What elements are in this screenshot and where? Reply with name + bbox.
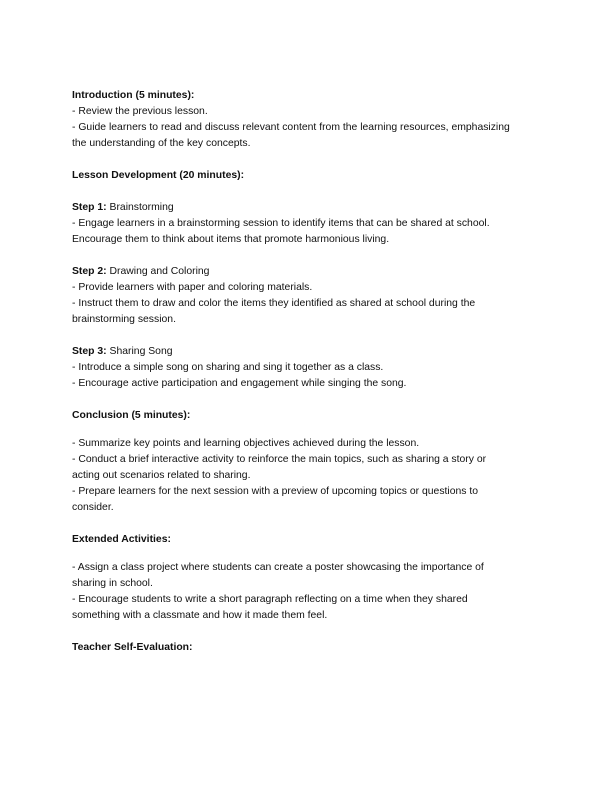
step-1-label: Step 1: [72,202,107,213]
step-3-title: Sharing Song [106,346,173,357]
introduction-line-1: - Review the previous lesson. [72,106,208,117]
introduction-line-2: - Guide learners to read and discuss relevant content from the learning resources, emphasizing [72,122,510,133]
conclusion-line-1: - Summarize key points and learning objectives achieved during the lesson. [72,438,420,449]
conclusion-section [72,408,542,516]
step-2-section [72,264,542,328]
conclusion-line-5: consider. [72,502,114,513]
step-2-label: Step 2: [72,266,107,277]
conclusion-line-3: acting out scenarios related to sharing. [72,470,251,481]
step-1-line-1: - Engage learners in a brainstorming session to identify items that can be shared at school. [72,218,490,229]
step-3-label: Step 3: [72,346,107,357]
step-2-line-3: brainstorming session. [72,314,176,325]
introduction-line-3: the understanding of the key concepts. [72,138,251,149]
step-1-line-2: Encourage them to think about items that promote harmonious living. [72,234,390,245]
step-1-title-line [72,200,542,216]
self-evaluation-heading: Teacher Self-Evaluation: [72,642,193,653]
lesson-development-heading: Lesson Development (20 minutes): [72,170,245,181]
document-page [72,88,542,656]
step-2-line-1: - Provide learners with paper and coloring materials. [72,282,313,293]
step-3-section [72,344,542,392]
step-2-title-line [72,264,542,280]
conclusion-line-2: - Conduct a brief interactive activity to reinforce the main topics, such as sharing a story or [72,454,487,465]
step-2-title: Drawing and Coloring [106,266,210,277]
lesson-development-section [72,168,542,184]
extended-activities-section [72,532,542,624]
step-2-line-2: - Instruct them to draw and color the items they identified as shared at school during the [72,298,476,309]
extended-activities-line-2: sharing in school. [72,578,153,589]
step-3-line-1: - Introduce a simple song on sharing and sing it together as a class. [72,362,384,373]
introduction-heading: Introduction (5 minutes): [72,90,195,101]
step-1-title: Brainstorming [106,202,174,213]
extended-activities-heading: Extended Activities: [72,534,171,545]
conclusion-heading: Conclusion (5 minutes): [72,410,191,421]
introduction-section [72,88,542,152]
self-evaluation-section [72,640,542,656]
step-3-title-line [72,344,542,360]
extended-activities-line-3: - Encourage students to write a short paragraph reflecting on a time when they shared [72,594,468,605]
extended-activities-line-1: - Assign a class project where students can create a poster showcasing the importance of [72,562,484,573]
extended-activities-line-4: something with a classmate and how it made them feel. [72,610,328,621]
step-3-line-2: - Encourage active participation and engagement while singing the song. [72,378,407,389]
conclusion-line-4: - Prepare learners for the next session with a preview of upcoming topics or questions to [72,486,479,497]
step-1-section [72,200,542,248]
